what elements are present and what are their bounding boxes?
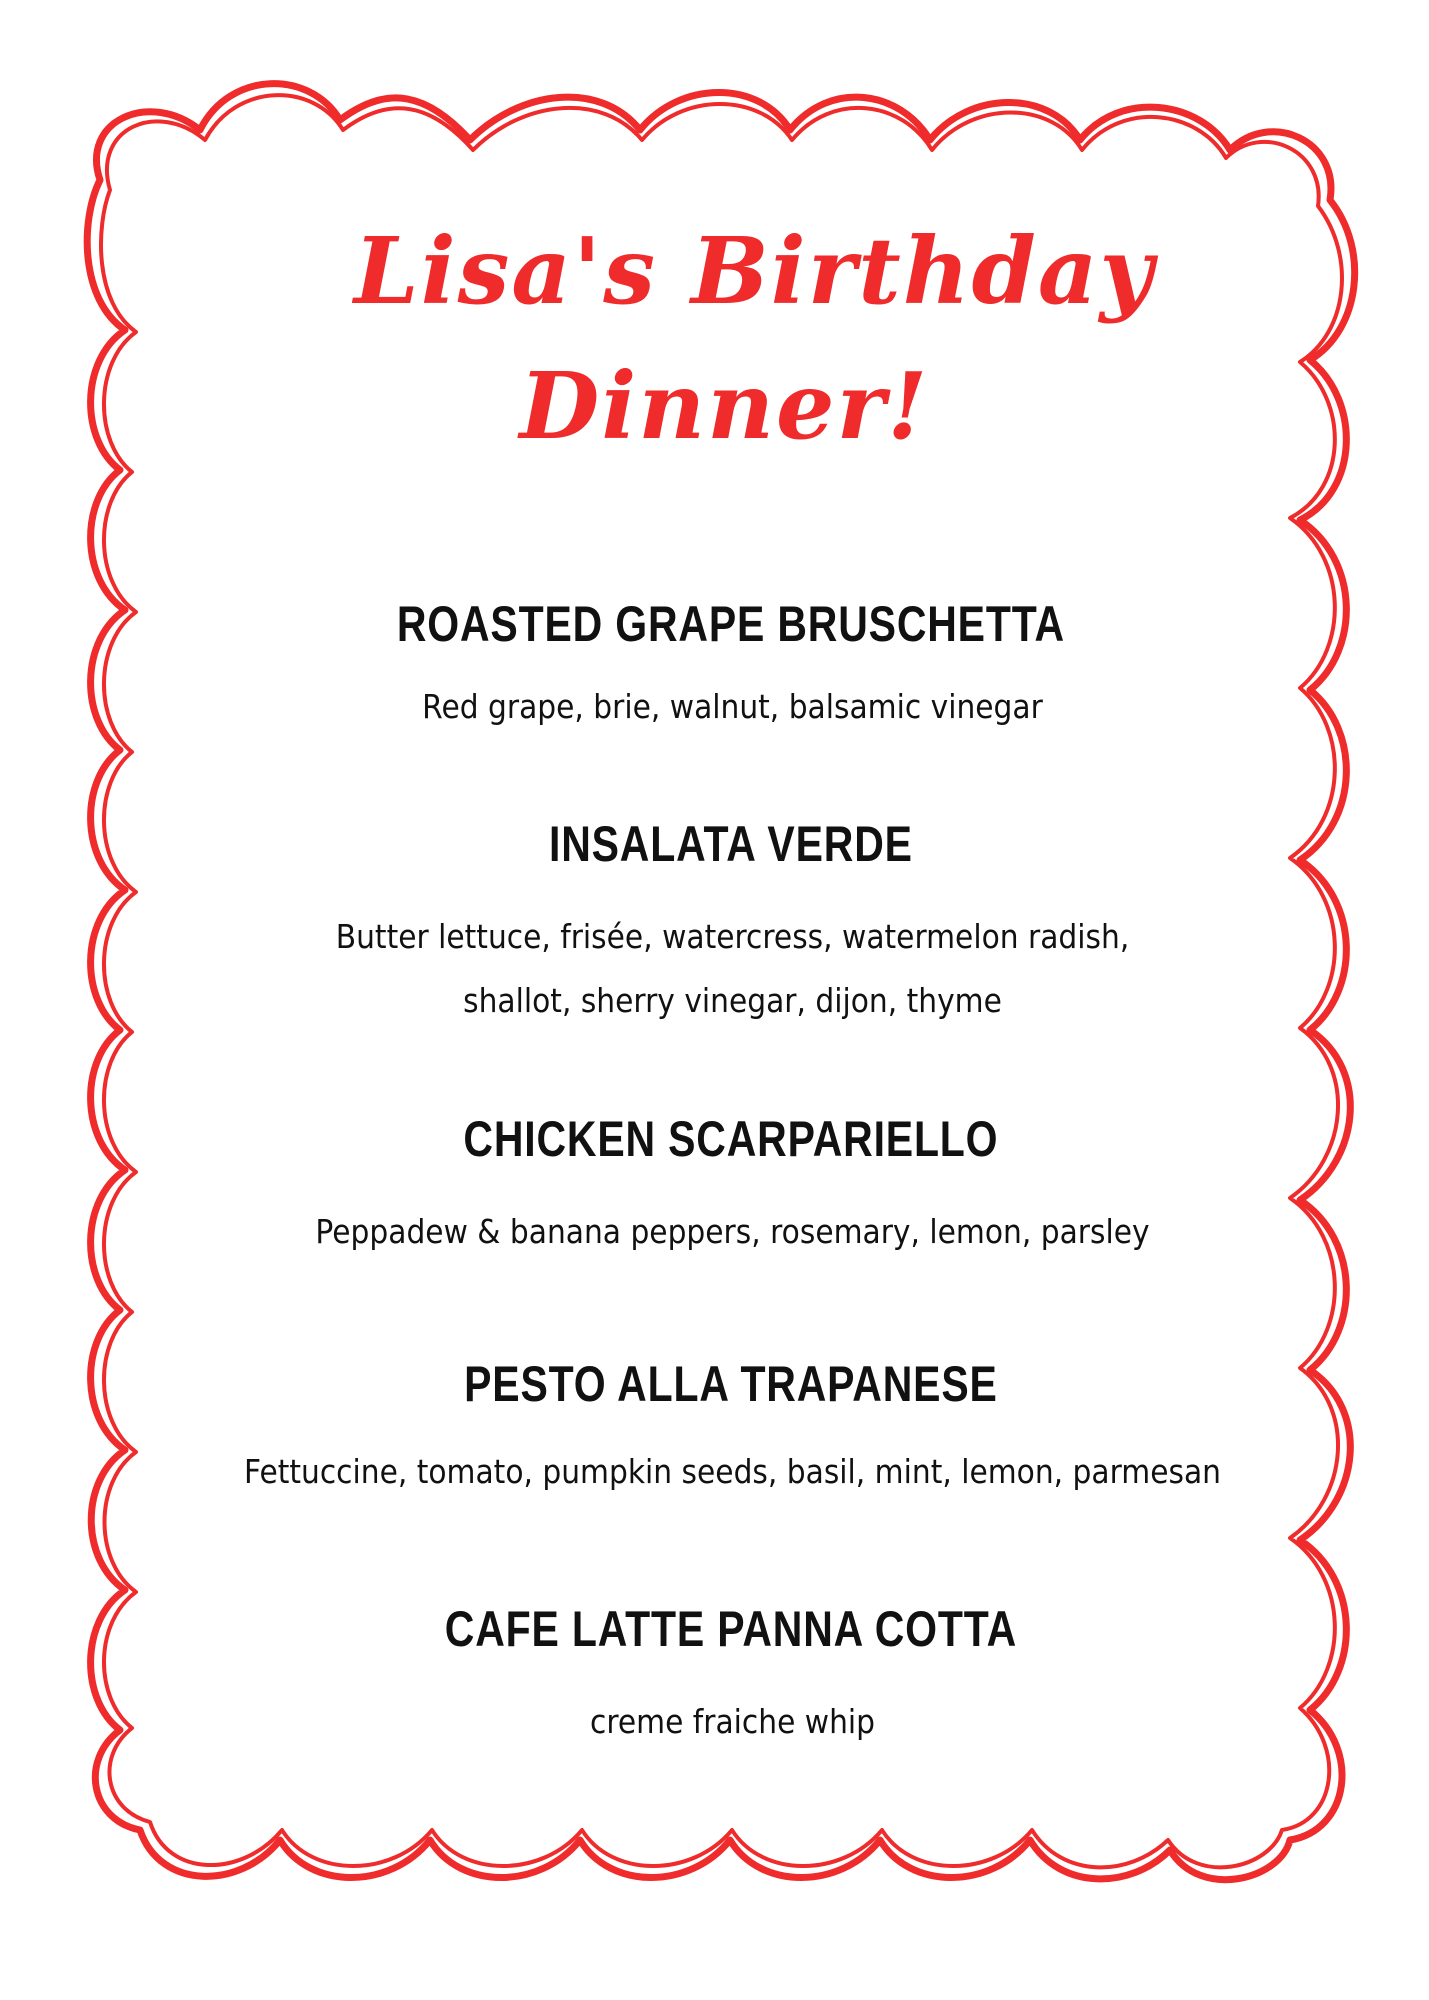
dish-description: creme fraiche whip [589, 1702, 876, 1741]
dish-name: ROASTED GRAPE BRUSCHETTA [396, 596, 1065, 652]
title-line-2: Dinner! [519, 352, 930, 460]
title-line-1: Lisa's Birthday [354, 217, 1155, 325]
dish-description: Fettuccine, tomato, pumpkin seeds, basil, mint, lemon, parmesan [243, 1452, 1222, 1491]
dish-description: Butter lettuce, frisée, watercress, watermelon radish, shallot, sherry vinegar, dijon, thyme [335, 917, 1130, 1020]
dish-name: CHICKEN SCARPARIELLO [463, 1111, 999, 1167]
dish-name: PESTO ALLA TRAPANESE [464, 1356, 998, 1412]
dish-name: INSALATA VERDE [549, 816, 913, 872]
dish-description: Red grape, brie, walnut, balsamic vinegar [422, 687, 1043, 726]
dish-name: CAFE LATTE PANNA COTTA [444, 1601, 1018, 1657]
dish-description: Peppadew & banana peppers, rosemary, lemon, parsley [315, 1212, 1150, 1251]
